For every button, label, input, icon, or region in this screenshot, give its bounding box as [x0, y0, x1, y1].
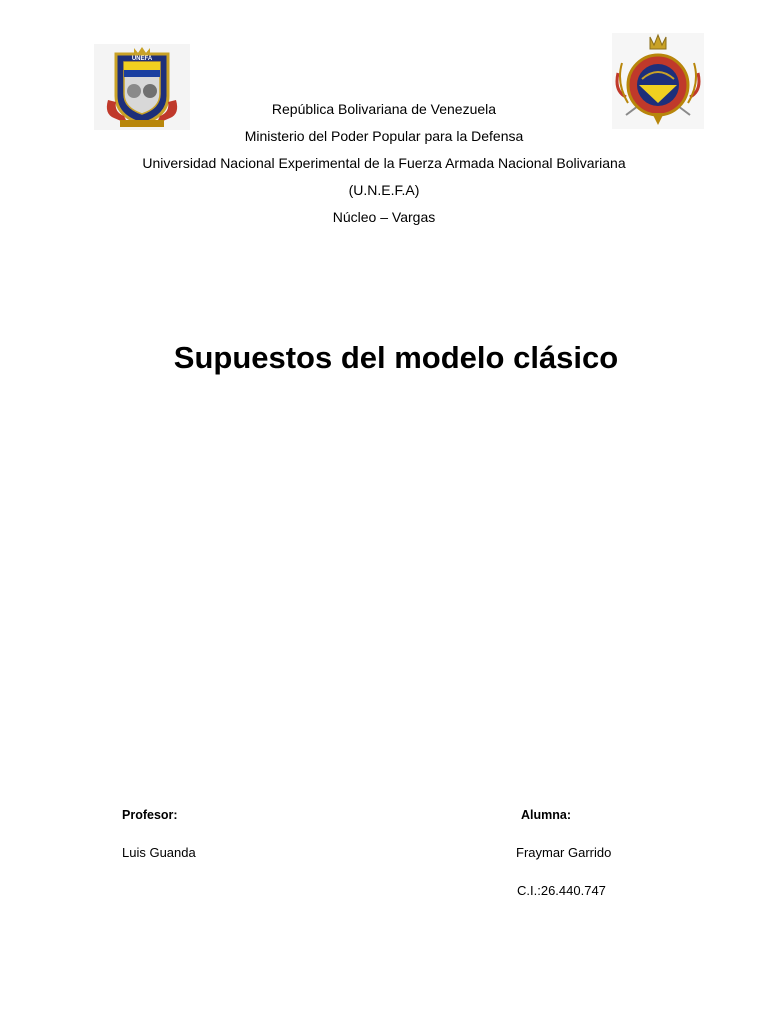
- professor-name: Luis Guanda: [122, 845, 196, 860]
- header-line-ministry: Ministerio del Poder Popular para la Defensa: [244, 128, 524, 144]
- student-id: C.I.:26.440.747: [517, 883, 606, 898]
- header-line-campus: Núcleo – Vargas: [332, 209, 436, 225]
- institution-header: [0, 96, 768, 231]
- professor-label: Profesor:: [122, 808, 178, 822]
- header-line-university: Universidad Nacional Experimental de la Fuerza Armada Nacional Bolivariana: [142, 155, 626, 171]
- unefa-emblem-text: UNEFA: [131, 56, 153, 62]
- student-name: Fraymar Garrido: [516, 845, 612, 860]
- header-line-acronym: (U.N.E.F.A): [348, 182, 420, 198]
- student-label: Alumna:: [521, 808, 571, 822]
- header-line-republic: República Bolivariana de Venezuela: [271, 101, 497, 117]
- document-title: Supuestos del modelo clásico: [173, 340, 619, 375]
